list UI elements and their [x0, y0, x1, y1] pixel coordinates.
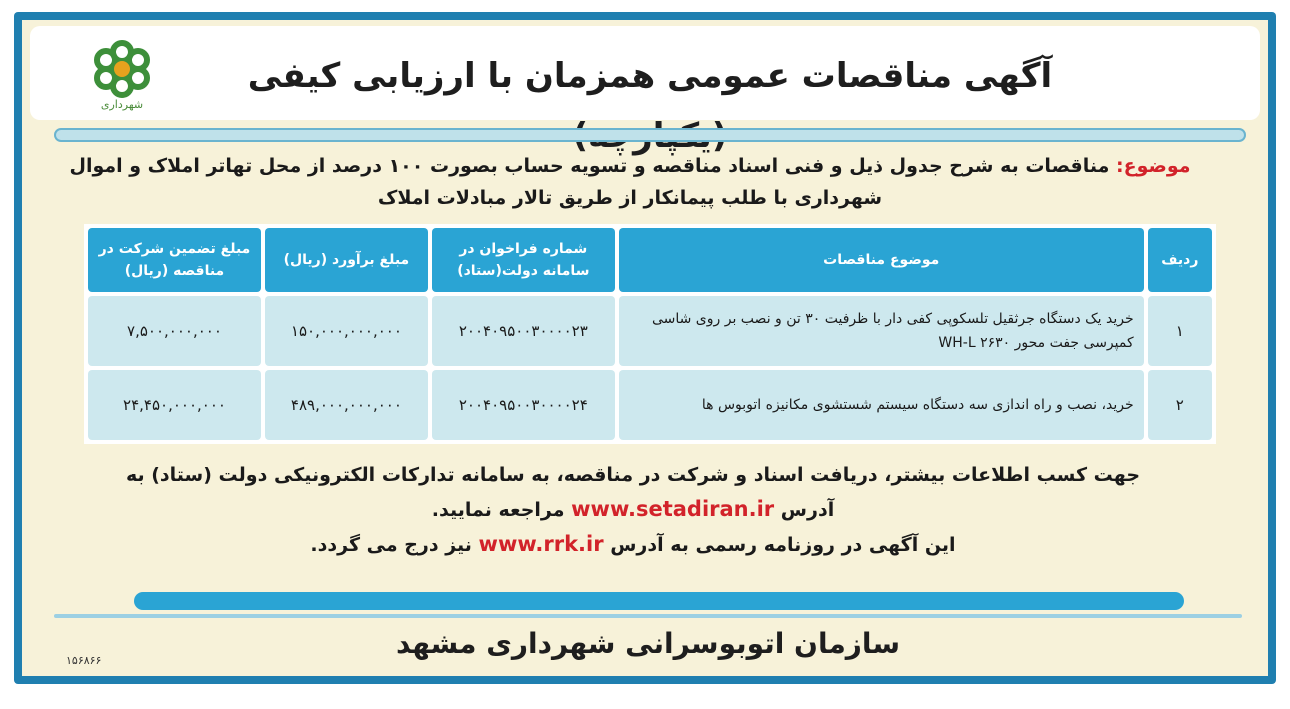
tenders-table [84, 224, 1216, 444]
header-number: شماره فراخوان در سامانه دولت(ستاد) [432, 228, 615, 292]
header-deposit: مبلغ تضمین شرکت در مناقصه (ریال) [88, 228, 261, 292]
info-paragraph [50, 458, 1216, 562]
decorative-bar-bottom [134, 592, 1184, 610]
row-index: ۱ [1148, 296, 1212, 366]
subject-text: مناقصات به شرح جدول ذیل و فنی اسناد مناقصه و تسویه حساب بصورت ۱۰۰ درصد از محل تهاتر املاک و اموال شهرداری با طلب پیمانکار از طریق تالار مبادلات املاک [69, 155, 1110, 209]
organization-name: سازمان اتوبوسرانی شهرداری مشهد [396, 627, 900, 660]
table-row [88, 296, 1212, 366]
info-line-3 [50, 527, 1216, 562]
row-estimate: ۱۵۰,۰۰۰,۰۰۰,۰۰۰ [265, 296, 428, 366]
row-subject: خرید یک دستگاه جرثقیل تلسکوپی کفی دار با ظرفیت ۳۰ تن و نصب بر روی شاسی کمپرسی جفت محور ۲۶۳۰ WH-L [619, 296, 1144, 366]
info-line-2-prefix: آدرس [780, 499, 835, 521]
notice-title: آگهی مناقصات عمومی همزمان با ارزیابی کیفی [247, 56, 1053, 96]
info-line-3-prefix: این آگهی در روزنامه رسمی به آدرس [610, 534, 956, 556]
info-line-2-suffix: مراجعه نمایید. [431, 499, 565, 521]
subject-label: موضوع: [1116, 155, 1191, 177]
logo-caption: شهرداری [100, 98, 144, 111]
row-estimate: ۴۸۹,۰۰۰,۰۰۰,۰۰۰ [265, 370, 428, 440]
row-subject: خرید، نصب و راه اندازی سه دستگاه سیستم شستشوی مکانیزه اتوبوس ها [619, 370, 1144, 440]
row-number: ۲۰۰۴۰۹۵۰۰۳۰۰۰۰۲۴ [432, 370, 615, 440]
table-row [88, 370, 1212, 440]
decorative-bar [54, 128, 1246, 142]
info-line-3-suffix: نیز درج می گردد. [310, 534, 472, 556]
subject-paragraph [44, 150, 1216, 214]
header-index: ردیف [1148, 228, 1212, 292]
setadiran-link[interactable]: www.setadiran.ir [571, 497, 775, 521]
info-line-1: جهت کسب اطلاعات بیشتر، دریافت اسناد و شرکت در مناقصه، به سامانه تدارکات الکترونیکی دولت (ستاد) به [125, 464, 1141, 486]
info-line-2 [50, 492, 1216, 527]
header-subject: موضوع مناقصات [619, 228, 1144, 292]
row-number: ۲۰۰۴۰۹۵۰۰۳۰۰۰۰۲۳ [432, 296, 615, 366]
header-estimate: مبلغ برآورد (ریال) [265, 228, 428, 292]
row-deposit: ۲۴,۴۵۰,۰۰۰,۰۰۰ [88, 370, 261, 440]
row-index: ۲ [1148, 370, 1212, 440]
row-deposit: ۷,۵۰۰,۰۰۰,۰۰۰ [88, 296, 261, 366]
table-header-row [88, 228, 1212, 292]
rrk-link[interactable]: www.rrk.ir [478, 532, 604, 556]
notice-code: ۱۵۶۸۶۶ [66, 654, 102, 667]
